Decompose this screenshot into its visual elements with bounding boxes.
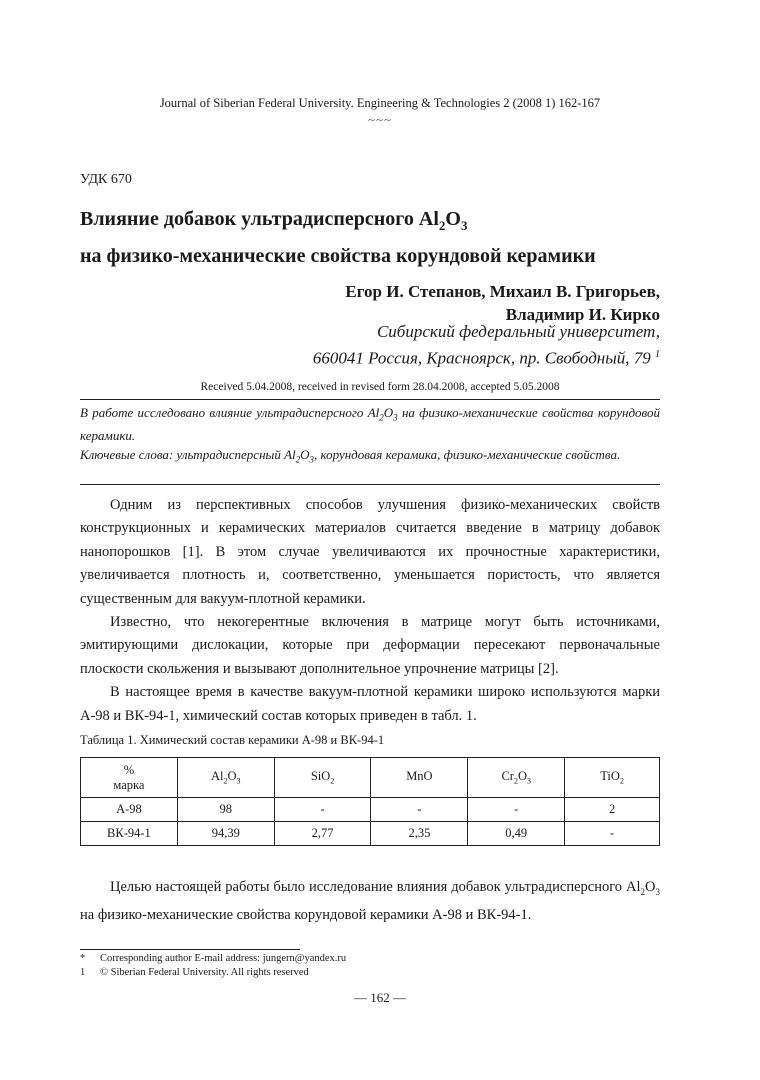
- received-dates: Received 5.04.2008, received in revised form 28.04.2008, accepted 5.05.2008: [200, 381, 560, 393]
- composition-table: [80, 757, 660, 846]
- affiliation-line-2: 660041 Россия, Красноярск, пр. Свободный, 79 $^1$: [312, 348, 660, 368]
- article-title: [80, 204, 680, 272]
- authors-line-1: Егор И. Степанов, Михаил В. Григорьев,: [345, 282, 660, 301]
- row-label: ВК-94-1: [81, 822, 178, 846]
- affiliation-footnote-mark: 1: [655, 349, 660, 360]
- table-corner-cell: % марка: [81, 758, 178, 798]
- paragraph-3: В настоящее время в качестве вакуум-плотной керамики широко используются марки А-98 и ВК-94-1, химический состав которых приведен в табл. 1.: [80, 684, 660, 724]
- table-cell: -: [565, 822, 660, 846]
- udk-code: УДК 670: [80, 172, 132, 187]
- affiliation: [313, 320, 660, 370]
- table-cell: -: [468, 798, 565, 822]
- body-text: [80, 494, 660, 728]
- table-cell: 2: [565, 798, 660, 822]
- table-cell: 2,77: [274, 822, 371, 846]
- table-cell: -: [371, 798, 468, 822]
- authors-line-2: Владимир И. Кирко: [505, 305, 660, 324]
- goal-paragraph: Целью настоящей работы было исследование влияния добавок ультрадисперсного $Al_2O_3$ на физико-механические свойства корундовой керамики А-98 и ВК-94-1.: [80, 879, 660, 924]
- footnote-rule: [80, 949, 300, 950]
- title-line-1: Влияние добавок ультрадисперсного $Al_2O_3$: [80, 208, 468, 233]
- column-header: MnO: [371, 758, 468, 798]
- table-cell: 2,35: [371, 822, 468, 846]
- paragraph-2: Известно, что некогерентные включения в матрице могут быть источниками, эмитирующими дислокации, которые при деформации пересекают первоначальные плоскости скольжения и вызывают дополнительное упрочнение матрицы [2].: [80, 614, 660, 677]
- keywords-bottom-rule: [80, 484, 660, 485]
- header-ornament: ~~~: [367, 112, 393, 127]
- journal-header: Journal of Siberian Federal University. Engineering & Technologies 2 (2008 1) 162-167: [159, 96, 601, 110]
- table-header-row: [81, 758, 660, 798]
- footnote-corresponding: * Corresponding author E-mail address: jungern@yandex.ru: [80, 953, 347, 964]
- affiliation-line-1: Сибирский федеральный университет,: [376, 322, 660, 341]
- page-number: — 162 —: [354, 990, 406, 1005]
- column-header: TiO$_2$: [565, 758, 660, 798]
- keywords: Ключевые слова: ультрадисперсный $Al_2O_3$, корундовая керамика, физико-механические свойства.: [80, 447, 621, 465]
- column-header: $Cr_2O_3$: [468, 758, 565, 798]
- title-line-2: на физико-механические свойства корундовой керамики: [80, 245, 596, 267]
- table-caption: Таблица 1. Химический состав керамики А-98 и ВК-94-1: [80, 733, 385, 747]
- table-cell: 0,49: [468, 822, 565, 846]
- table-cell: 94,39: [177, 822, 274, 846]
- abstract-top-rule: [80, 399, 660, 400]
- table-row: [81, 798, 660, 822]
- row-label: А-98: [81, 798, 178, 822]
- table-cell: -: [274, 798, 371, 822]
- paragraph-1: Одним из перспективных способов улучшения физико-механических свойств конструкционных и керамических материалов считается введение в матрицу добавок нанопорошков [1]. В этом случае увеличиваются их прочностные характеристики, увеличивается плотность и, соответственно, уменьшается пористость, что является существенным для вакуум-плотной керамики.: [80, 497, 660, 607]
- abstract: В работе исследовано влияние ультрадисперсного $Al_2O_3$ на физико-механические свойства корундовой керамики.: [80, 405, 661, 443]
- table-row: [81, 822, 660, 846]
- column-header: SiO$_2$: [274, 758, 371, 798]
- footnote-copyright: 1 © Siberian Federal University. All rights reserved: [80, 967, 309, 978]
- table-cell: 98: [177, 798, 274, 822]
- column-header: $Al_2O_3$: [177, 758, 274, 798]
